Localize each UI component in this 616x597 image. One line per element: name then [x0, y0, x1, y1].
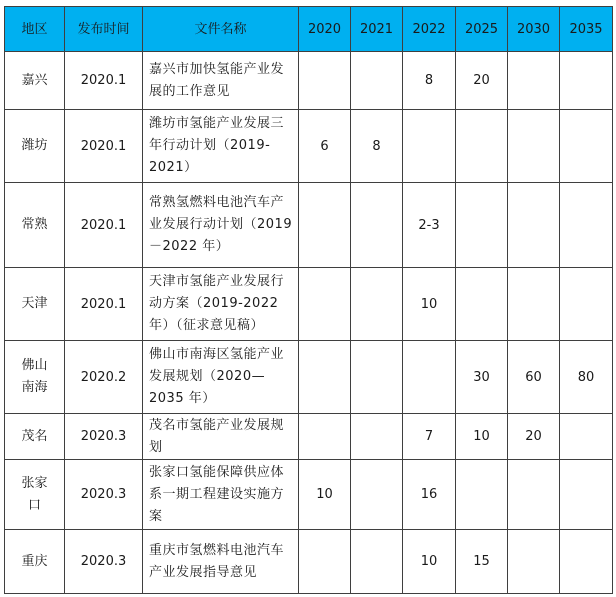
region-cell: 嘉兴	[5, 52, 65, 110]
date-cell: 2020.1	[65, 268, 143, 341]
date-cell: 2020.3	[65, 530, 143, 594]
value-cell-2022	[403, 110, 456, 183]
date-cell: 2020.2	[65, 341, 143, 414]
header-date: 发布时间	[65, 7, 143, 52]
value-cell-2035	[560, 268, 613, 341]
date-cell: 2020.3	[65, 460, 143, 530]
value-cell-2021	[351, 52, 403, 110]
value-cell-2020	[299, 341, 351, 414]
value-cell-2035	[560, 530, 613, 594]
value-cell-2025	[456, 110, 508, 183]
region-cell: 张家口	[5, 460, 65, 530]
table-row	[5, 341, 613, 414]
document-cell: 常熟氢燃料电池汽车产业发展行动计划（2019－2022 年）	[143, 183, 299, 268]
table-row	[5, 460, 613, 530]
value-cell-2035	[560, 183, 613, 268]
document-cell: 嘉兴市加快氢能产业发展的工作意见	[143, 52, 299, 110]
value-cell-2021	[351, 183, 403, 268]
header-2020: 2020	[299, 7, 351, 52]
table-row	[5, 268, 613, 341]
value-cell-2020	[299, 530, 351, 594]
table-row	[5, 52, 613, 110]
value-cell-2030	[508, 110, 560, 183]
region-cell: 佛山南海	[5, 341, 65, 414]
value-cell-2025: 30	[456, 341, 508, 414]
header-2035: 2035	[560, 7, 613, 52]
value-cell-2020	[299, 183, 351, 268]
document-cell: 佛山市南海区氢能产业发展规划（2020—2035 年）	[143, 341, 299, 414]
document-cell: 天津市氢能产业发展行动方案（2019-2022年）（征求意见稿）	[143, 268, 299, 341]
value-cell-2030	[508, 268, 560, 341]
table-row	[5, 530, 613, 594]
value-cell-2035: 80	[560, 341, 613, 414]
value-cell-2022: 16	[403, 460, 456, 530]
region-cell: 重庆	[5, 530, 65, 594]
value-cell-2030	[508, 52, 560, 110]
date-cell: 2020.1	[65, 52, 143, 110]
value-cell-2020: 10	[299, 460, 351, 530]
header-document: 文件名称	[143, 7, 299, 52]
value-cell-2021	[351, 414, 403, 460]
value-cell-2022: 10	[403, 268, 456, 341]
header-region: 地区	[5, 7, 65, 52]
date-cell: 2020.3	[65, 414, 143, 460]
value-cell-2022: 8	[403, 52, 456, 110]
value-cell-2030: 60	[508, 341, 560, 414]
value-cell-2020: 6	[299, 110, 351, 183]
value-cell-2021	[351, 460, 403, 530]
header-2025: 2025	[456, 7, 508, 52]
data-table	[4, 6, 613, 594]
value-cell-2035	[560, 52, 613, 110]
value-cell-2020	[299, 52, 351, 110]
date-cell: 2020.1	[65, 110, 143, 183]
document-cell: 重庆市氢燃料电池汽车产业发展指导意见	[143, 530, 299, 594]
region-cell: 茂名	[5, 414, 65, 460]
table-row	[5, 414, 613, 460]
region-cell: 潍坊	[5, 110, 65, 183]
value-cell-2025	[456, 183, 508, 268]
value-cell-2035	[560, 414, 613, 460]
value-cell-2022: 10	[403, 530, 456, 594]
value-cell-2025	[456, 460, 508, 530]
table-row	[5, 183, 613, 268]
value-cell-2022: 7	[403, 414, 456, 460]
value-cell-2030	[508, 183, 560, 268]
value-cell-2020	[299, 268, 351, 341]
header-2021: 2021	[351, 7, 403, 52]
document-cell: 张家口氢能保障供应体系一期工程建设实施方案	[143, 460, 299, 530]
value-cell-2025	[456, 268, 508, 341]
date-cell: 2020.1	[65, 183, 143, 268]
header-2030: 2030	[508, 7, 560, 52]
value-cell-2021: 8	[351, 110, 403, 183]
value-cell-2030	[508, 460, 560, 530]
value-cell-2025: 10	[456, 414, 508, 460]
value-cell-2035	[560, 460, 613, 530]
document-cell: 茂名市氢能产业发展规划	[143, 414, 299, 460]
table-row	[5, 110, 613, 183]
value-cell-2021	[351, 530, 403, 594]
value-cell-2022: 2-3	[403, 183, 456, 268]
value-cell-2020	[299, 414, 351, 460]
header-row	[5, 7, 613, 52]
region-cell: 常熟	[5, 183, 65, 268]
value-cell-2035	[560, 110, 613, 183]
header-2022: 2022	[403, 7, 456, 52]
document-cell: 潍坊市氢能产业发展三年行动计划（2019-2021）	[143, 110, 299, 183]
value-cell-2030: 20	[508, 414, 560, 460]
value-cell-2030	[508, 530, 560, 594]
region-cell: 天津	[5, 268, 65, 341]
value-cell-2025: 15	[456, 530, 508, 594]
value-cell-2025: 20	[456, 52, 508, 110]
value-cell-2022	[403, 341, 456, 414]
value-cell-2021	[351, 268, 403, 341]
value-cell-2021	[351, 341, 403, 414]
